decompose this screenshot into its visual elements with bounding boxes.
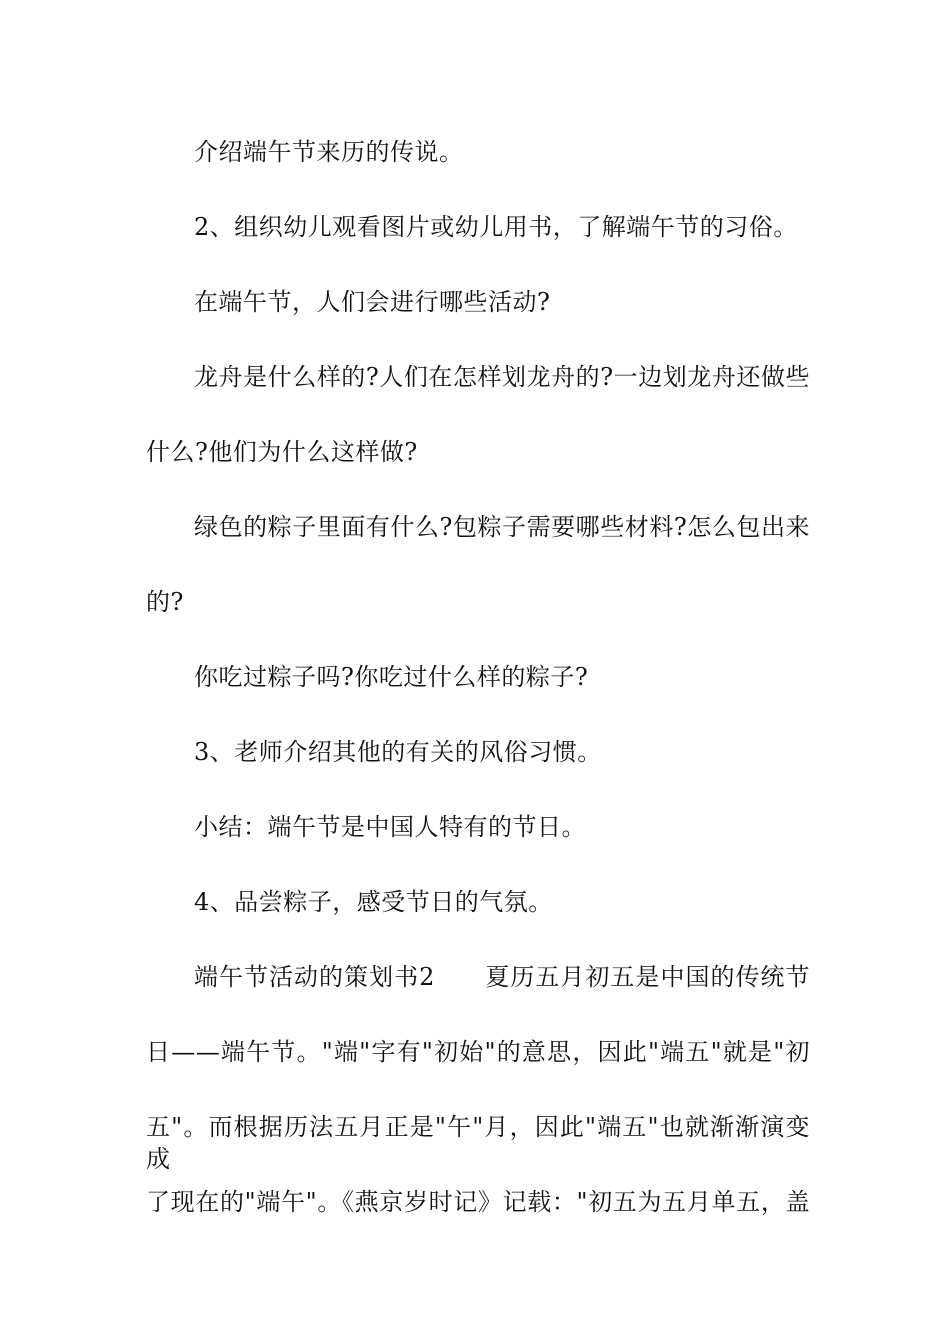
text-line: 五"。而根据历法五月正是"午"月，因此"端五"也就渐渐演变成 [146,1113,810,1173]
text-line: 3、老师介绍其他的有关的风俗习惯。 [194,738,602,766]
text-line: 绿色的粽子里面有什么?包粽子需要哪些材料?怎么包出来 [194,513,810,541]
text-line: 4、品尝粽子，感受节日的气氛。 [194,888,553,916]
text-line: 的? [146,588,184,616]
text-line: 龙舟是什么样的?人们在怎样划龙舟的?一边划龙舟还做些 [194,363,810,391]
text-line: 介绍端午节来历的传说。 [194,138,464,166]
text-line: 什么?他们为什么这样做? [146,438,418,466]
text-line: 小结：端午节是中国人特有的节日。 [194,813,586,841]
text-line: 端午节活动的策划书2 夏历五月初五是中国的传统节 [194,963,810,991]
text-line: 你吃过粽子吗?你吃过什么样的粽子? [194,663,589,691]
text-line: 日——端午节。"端"字有"初始"的意思，因此"端五"就是"初 [146,1038,810,1066]
text-line: 2、组织幼儿观看图片或幼儿用书，了解端午节的习俗。 [194,213,798,241]
text-line: 了现在的"端午"。《燕京岁时记》记载："初五为五月单五，盖 [146,1188,810,1216]
text-line: 在端午节，人们会进行哪些活动? [194,288,551,316]
